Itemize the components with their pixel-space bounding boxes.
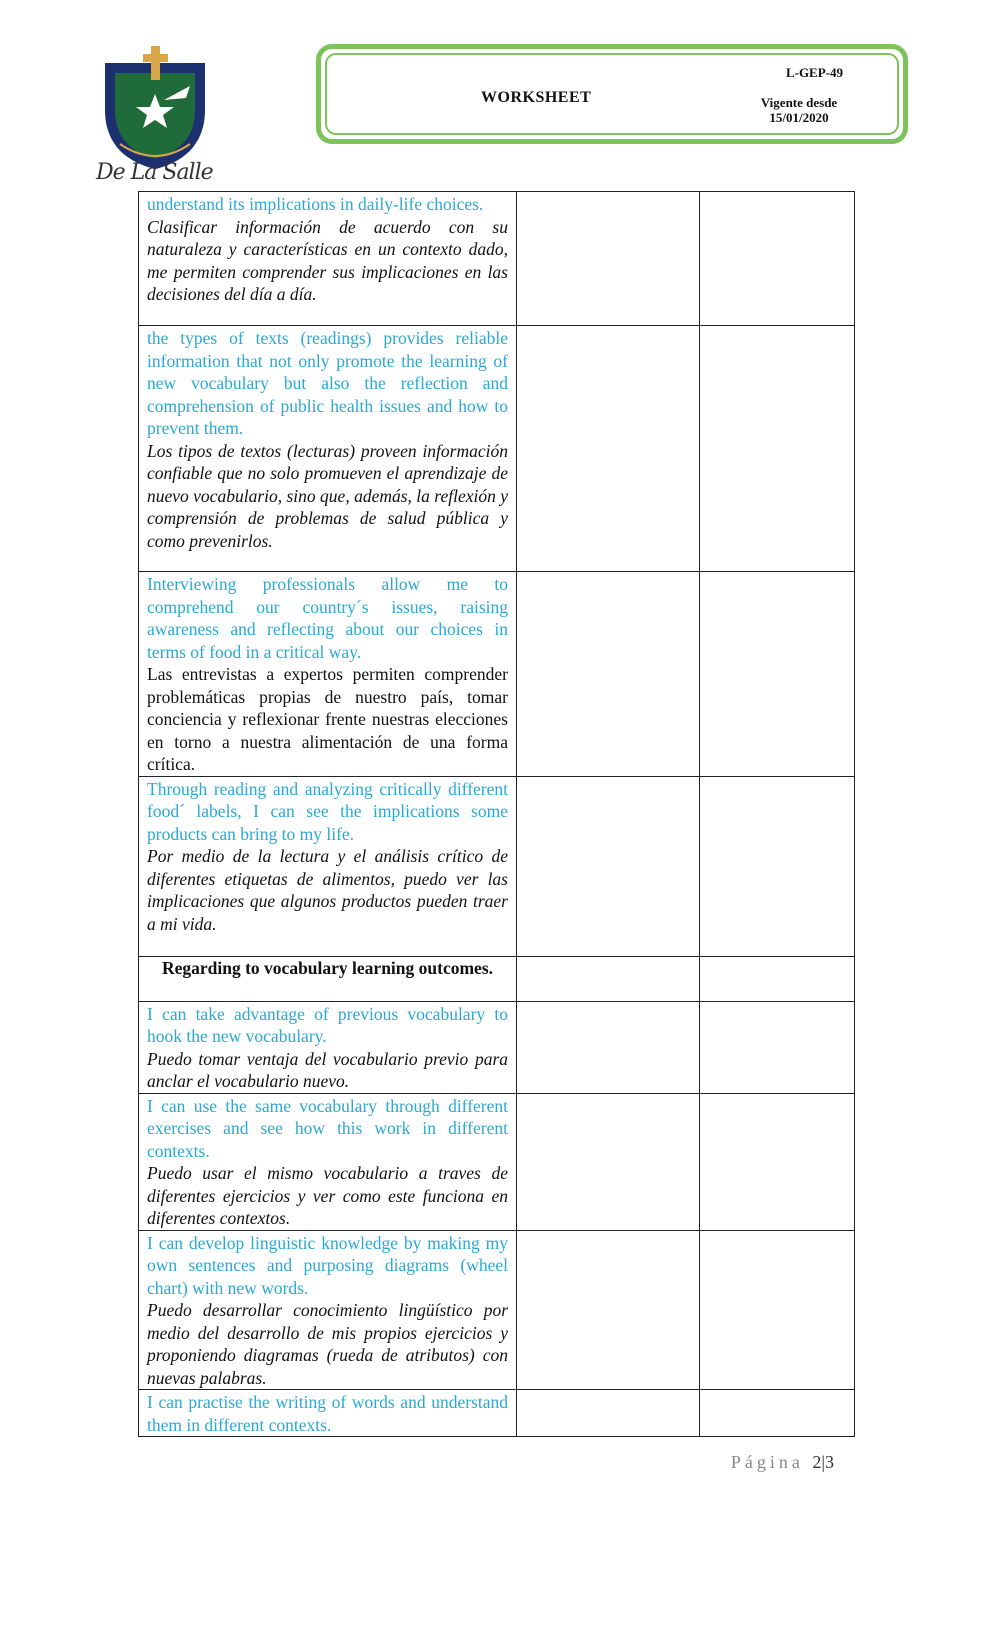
outcome-cell xyxy=(139,1002,516,1093)
blank-cell[interactable] xyxy=(700,956,855,1001)
page-number xyxy=(731,1452,834,1473)
blank-cell[interactable] xyxy=(700,192,855,326)
outcome-cell xyxy=(139,1094,516,1230)
blank-cell[interactable] xyxy=(517,776,700,956)
outcome-spanish: Clasificar información de acuerdo con su naturaleza y características en un contexto dado, me permiten comprender sus implicaciones en las decisiones del día a día. xyxy=(147,216,508,304)
outcome-english: I can develop linguistic knowledge by making my own sentences and purposing diagrams (wheel chart) with new words. xyxy=(147,1232,508,1298)
outcome-cell xyxy=(139,1231,516,1390)
blank-cell[interactable] xyxy=(517,1390,700,1437)
document-code: L-GEP-49 xyxy=(785,65,843,80)
outcome-spanish: Puedo usar el mismo vocabulario a traves de diferentes ejercicios y ver como este funciona en diferentes contextos. xyxy=(147,1163,508,1228)
outcomes-table xyxy=(138,191,855,1437)
page-label: Página xyxy=(730,1452,804,1472)
blank-cell[interactable] xyxy=(700,1001,855,1093)
outcome-spanish: Puedo tomar ventaja del vocabulario previo para anclar el vocabulario nuevo. xyxy=(147,1048,508,1091)
outcome-english: understand its implications in daily-life choices. xyxy=(147,194,484,214)
section-heading: Regarding to vocabulary learning outcomes. xyxy=(161,957,494,978)
blank-cell[interactable] xyxy=(700,1230,855,1390)
blank-cell[interactable] xyxy=(517,1001,700,1093)
outcome-cell xyxy=(139,326,516,552)
table-row xyxy=(139,1230,855,1390)
blank-cell[interactable] xyxy=(517,572,700,777)
blank-cell[interactable] xyxy=(517,326,700,572)
table-row xyxy=(139,326,855,572)
outcome-english: I can practise the writing of words and understand them in different contexts. xyxy=(147,1392,508,1435)
validity-label: Vigente desde xyxy=(760,95,838,110)
outcome-cell xyxy=(139,1390,516,1436)
outcome-english: the types of texts (readings) provides reliable information that not only promote the learning of new vocabulary but also the reflection and comprehension of public health issues and how to prevent them. xyxy=(147,328,508,438)
blank-cell[interactable] xyxy=(700,572,855,777)
outcome-spanish: Por medio de la lectura y el análisis crítico de diferentes etiquetas de alimentos, puedo ver las implicaciones que algunos productos pueden traer a mi vida. xyxy=(147,846,508,934)
outcome-english: I can use the same vocabulary through different exercises and see how this work in different contexts. xyxy=(147,1095,508,1161)
blank-cell[interactable] xyxy=(517,956,700,1001)
table-row xyxy=(139,1001,855,1093)
blank-cell[interactable] xyxy=(700,776,855,956)
page-separator: | xyxy=(821,1452,825,1472)
page-total: 3 xyxy=(825,1452,834,1472)
outcome-english: Interviewing professionals allow me to comprehend our country´s issues, raising awareness and reflecting about our choices in terms of food in a critical way. xyxy=(147,574,508,662)
blank-cell[interactable] xyxy=(700,1093,855,1230)
document-title: WORKSHEET xyxy=(481,89,592,106)
page-current: 2 xyxy=(812,1452,822,1472)
de-la-salle-signature: De La Salle xyxy=(96,160,213,185)
blank-cell[interactable] xyxy=(700,1390,855,1437)
outcome-cell xyxy=(139,572,516,776)
outcome-cell xyxy=(139,777,516,936)
outcome-english: Through reading and analyzing critically different food´ labels, I can see the implications some products can bring to my life. xyxy=(147,778,508,844)
outcome-english: I can take advantage of previous vocabulary to hook the new vocabulary. xyxy=(147,1003,508,1046)
validity-value: 15/01/2020 xyxy=(769,110,829,125)
document-header xyxy=(316,44,908,144)
table-row xyxy=(139,956,855,1001)
blank-cell[interactable] xyxy=(517,192,700,326)
table-row xyxy=(139,192,855,326)
table-row xyxy=(139,776,855,956)
outcome-cell xyxy=(139,192,516,306)
validity-date xyxy=(739,95,859,125)
outcome-spanish: Los tipos de textos (lecturas) proveen información confiable que no solo promueven el aprendizaje de nuevo vocabulario, sino que, además, la reflexión y comprensión de problemas de salud pública y como prevenirlos. xyxy=(147,440,508,551)
table-row xyxy=(139,572,855,777)
blank-cell[interactable] xyxy=(517,1230,700,1390)
outcome-spanish: Puedo desarrollar conocimiento lingüístico por medio del desarrollo de mis propios ejercicios y proponiendo diagramas (rueda de atributos) con nuevas palabras. xyxy=(147,1300,508,1388)
blank-cell[interactable] xyxy=(700,326,855,572)
blank-cell[interactable] xyxy=(517,1093,700,1230)
table-row xyxy=(139,1390,855,1437)
outcome-spanish: Las entrevistas a expertos permiten comprender problemáticas propias de nuestro país, tomar conciencia y reflexionar frente nuestras elecciones en torno a nuestra alimentación de una forma crítica. xyxy=(147,664,508,774)
table-row xyxy=(139,1093,855,1230)
